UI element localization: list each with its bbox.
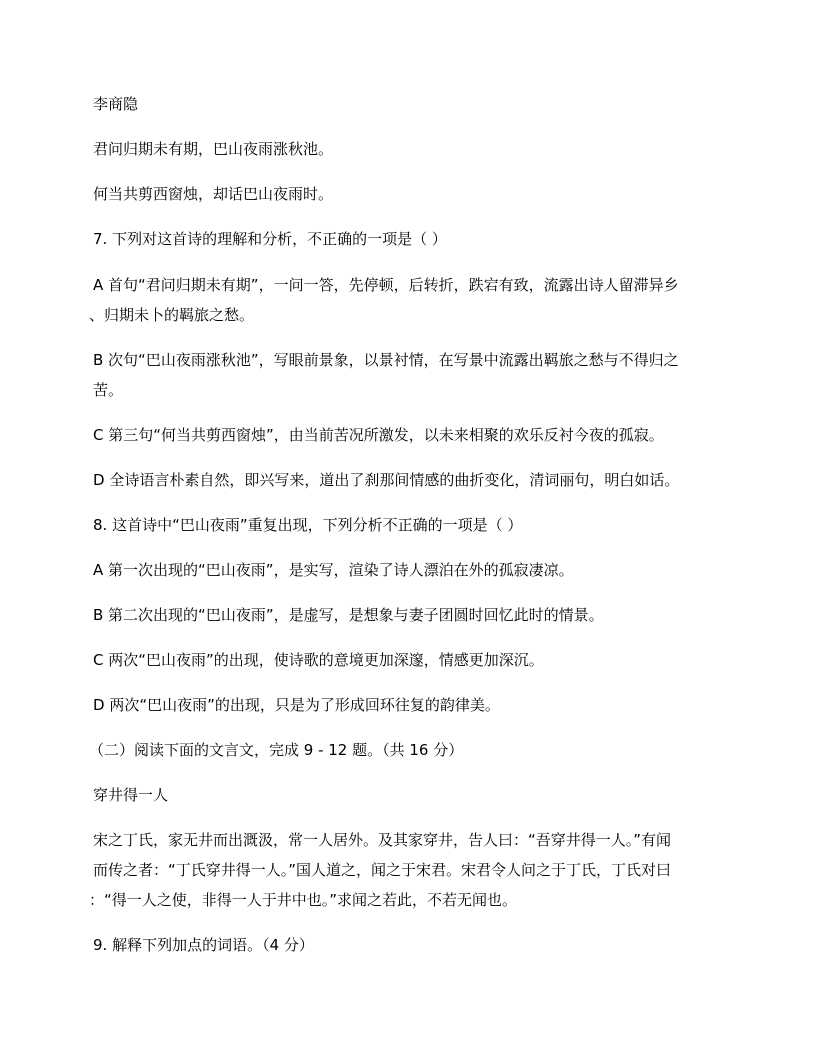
question-7-option-d: D 全诗语言朴素自然，即兴写来，道出了刹那间情感的曲折变化，清词丽句，明白如话。 [93,471,680,489]
question-8-option-c: C 两次“巴山夜雨”的出现，使诗歌的意境更加深邃，情感更加深沉。 [93,651,544,669]
question-8-option-a: A 第一次出现的“巴山夜雨”，是实写，渲染了诗人漂泊在外的孤寂凄凉。 [93,561,574,579]
section-2-heading: （二）阅读下面的文言文，完成 9 - 12 题。（共 16 分） [89,741,464,759]
classical-text-line-1: 宋之丁氏，家无井而出溉汲，常一人居外。及其家穿井，告人曰：“吾穿井得一人。”有闻 [93,831,672,849]
question-7-option-b-continued: 苦。 [93,381,124,399]
question-8: 8. 这首诗中“巴山夜雨”重复出现，下列分析不正确的一项是（ ） [93,516,523,534]
question-8-option-d: D 两次“巴山夜雨”的出现，只是为了形成回环往复的韵律美。 [93,696,500,714]
question-7-option-a-continued: 、归期未卜的羁旅之愁。 [89,306,255,324]
question-7-option-a: A 首句“君问归期未有期”，一问一答，先停顿，后转折，跌宕有致，流露出诗人留滞异乡 [93,276,679,294]
classical-text-line-2: 而传之者：“丁氏穿井得一人。”国人道之，闻之于宋君。宋君令人问之于丁氏，丁氏对曰 [93,861,672,879]
question-7: 7. 下列对这首诗的理解和分析，不正确的一项是（ ） [93,230,447,248]
poem-line-2: 何当共剪西窗烛，却话巴山夜雨时。 [93,185,334,203]
classical-text-line-3: ：“得一人之使，非得一人于井中也。”求闻之若此，不若无闻也。 [89,891,518,909]
question-9: 9. 解释下列加点的词语。（4 分） [93,936,314,954]
question-7-option-c: C 第三句“何当共剪西窗烛”，由当前苦况所激发，以未来相聚的欢乐反衬今夜的孤寂。 [93,426,664,444]
classical-text-title: 穿井得一人 [93,786,169,804]
poem-author: 李商隐 [93,95,139,113]
question-7-option-b: B 次句“巴山夜雨涨秋池”，写眼前景象，以景衬情，在写景中流露出羁旅之愁与不得归之 [93,351,679,369]
poem-line-1: 君问归期未有期，巴山夜雨涨秋池。 [93,140,334,158]
question-8-option-b: B 第二次出现的“巴山夜雨”，是虚写，是想象与妻子团圆时回忆此时的情景。 [93,606,604,624]
